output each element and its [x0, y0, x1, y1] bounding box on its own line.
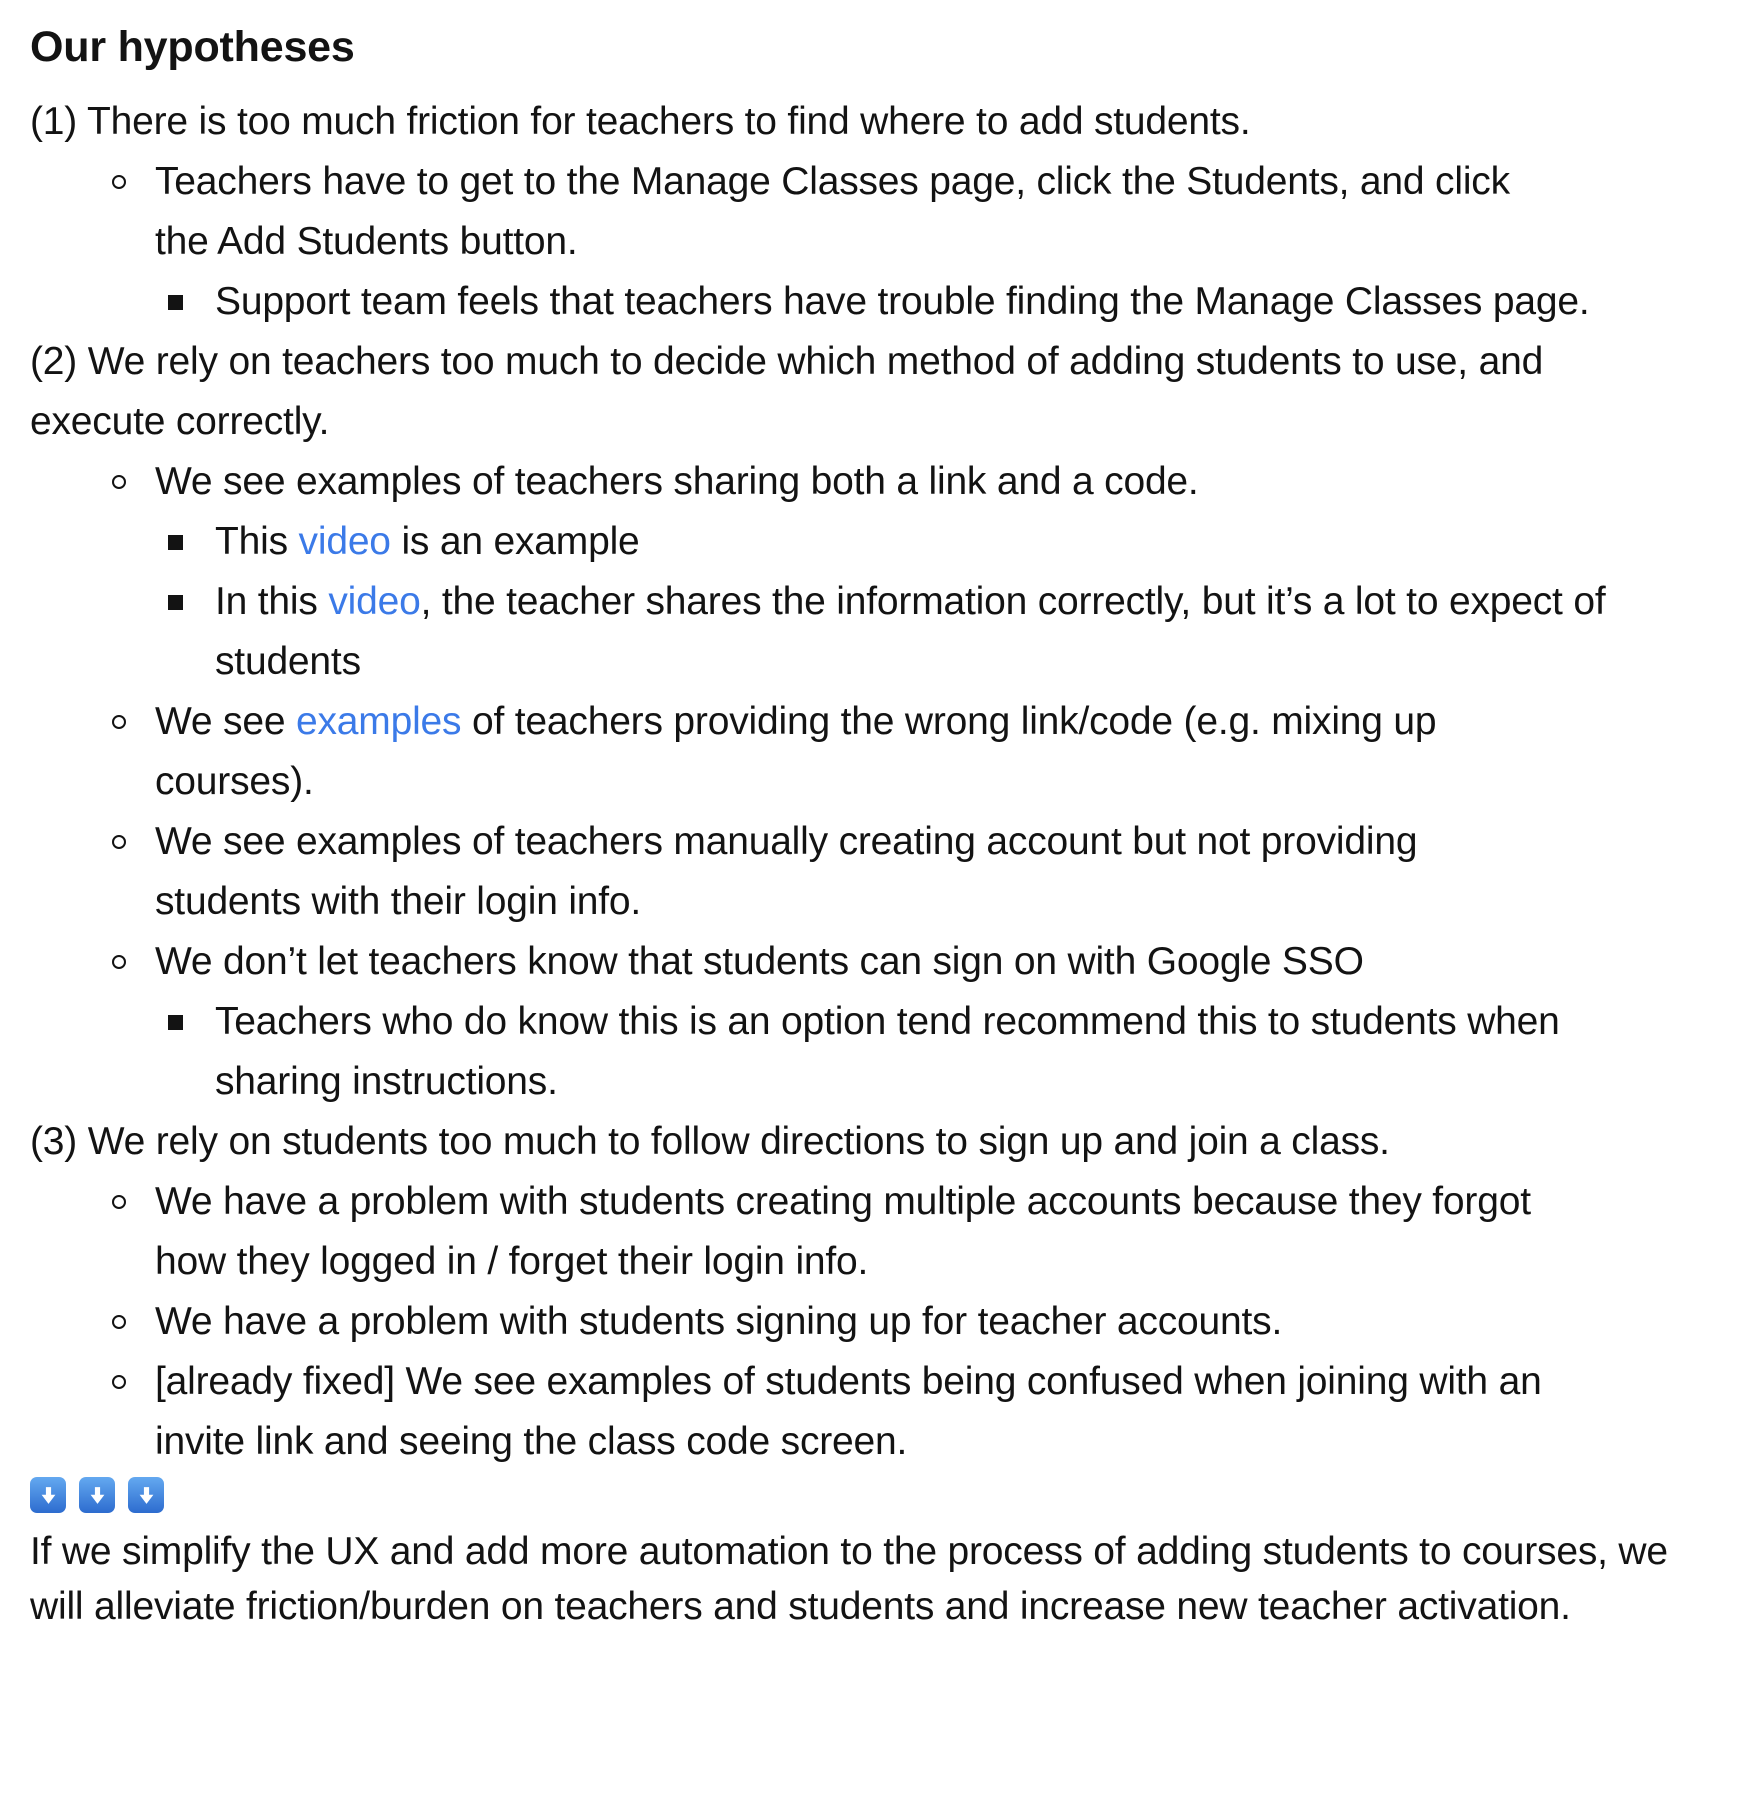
square-bullet-icon: [168, 1015, 183, 1030]
circle-bullet-icon: [112, 835, 126, 849]
list-item-level-2: [30, 1292, 1560, 1352]
list-item-text: (3) We rely on students too much to follow directions to sign up and join a class.: [30, 1120, 1390, 1163]
down-arrow-emoji-icon: [79, 1477, 115, 1513]
circle-bullet-icon: [112, 715, 126, 729]
list-item-level-3: [30, 992, 1635, 1112]
inline-link[interactable]: video: [298, 520, 391, 563]
list-item-text: We see examples of teachers providing the wrong link/code (e.g. mixing up courses).: [155, 700, 1437, 803]
list-item-text: We have a problem with students signing up for teacher accounts.: [155, 1300, 1283, 1343]
square-bullet-icon: [168, 535, 183, 550]
list-item-text: (1) There is too much friction for teachers to find where to add students.: [30, 100, 1251, 143]
list-item-level-3: [30, 512, 1635, 572]
down-arrow-emoji-icon: [128, 1477, 164, 1513]
down-arrows-row: [30, 1477, 1754, 1513]
list-item-level-1: [30, 92, 1610, 152]
list-item-text: We don’t let teachers know that students can sign on with Google SSO: [155, 940, 1364, 983]
hypotheses-list: [30, 92, 1754, 1472]
circle-bullet-icon: [112, 1375, 126, 1389]
circle-bullet-icon: [112, 1315, 126, 1329]
conclusion-paragraph: If we simplify the UX and add more automation to the process of adding students to courses, we will alleviate friction/burden on teachers and students and increase new teacher activation.: [30, 1530, 1668, 1628]
list-item-text: We have a problem with students creating multiple accounts because they forgot how they logged in / forget their login info.: [155, 1180, 1531, 1283]
circle-bullet-icon: [112, 1195, 126, 1209]
list-item-text: We see examples of teachers manually creating account but not providing students with their login info.: [155, 820, 1418, 923]
inline-link[interactable]: examples: [295, 700, 462, 743]
list-item-text: We see examples of teachers sharing both a link and a code.: [155, 460, 1199, 503]
list-item-level-1: [30, 332, 1610, 452]
list-item-level-2: [30, 812, 1560, 932]
down-arrow-emoji-icon: [30, 1477, 66, 1513]
list-item-text: (2) We rely on teachers too much to decide which method of adding students to use, and execute correctly.: [30, 340, 1544, 443]
circle-bullet-icon: [112, 175, 126, 189]
list-item-level-2: [30, 452, 1560, 512]
circle-bullet-icon: [112, 475, 126, 489]
list-item-level-2: [30, 152, 1560, 272]
list-item-level-2: [30, 1172, 1560, 1292]
circle-bullet-icon: [112, 955, 126, 969]
list-item-level-3: [30, 572, 1635, 692]
list-item-text: In this video, the teacher shares the information correctly, but it’s a lot to expect of students: [215, 580, 1606, 683]
list-item-level-2: [30, 932, 1560, 992]
square-bullet-icon: [168, 595, 183, 610]
list-item-text: Teachers who do know this is an option tend recommend this to students when sharing instructions.: [215, 1000, 1560, 1103]
list-item-level-1: [30, 1112, 1610, 1172]
square-bullet-icon: [168, 295, 183, 310]
list-item-text: Support team feels that teachers have trouble finding the Manage Classes page.: [215, 280, 1590, 323]
list-item-text: [already fixed] We see examples of students being confused when joining with an invite link and seeing the class code screen.: [155, 1360, 1542, 1463]
page-title: Our hypotheses: [30, 23, 355, 71]
list-item-level-2: [30, 1352, 1560, 1472]
list-item-level-3: [30, 272, 1635, 332]
list-item-text: Teachers have to get to the Manage Classes page, click the Students, and click the Add Students button.: [155, 160, 1510, 263]
inline-link[interactable]: video: [328, 580, 421, 623]
list-item-text: This video is an example: [215, 520, 640, 563]
list-item-level-2: [30, 692, 1560, 812]
